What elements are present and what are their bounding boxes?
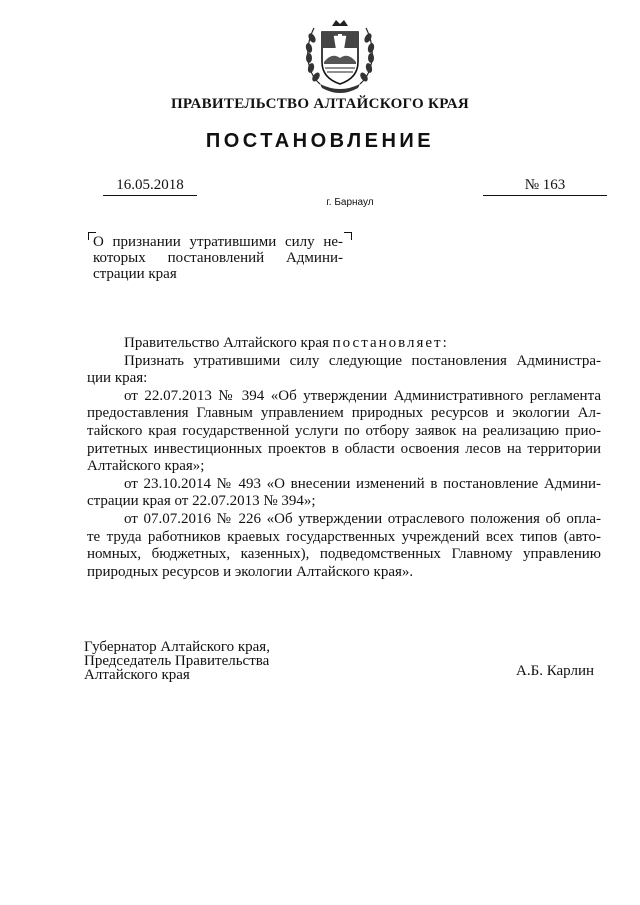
body-line: ритетных инвестиционных проектов в области освоения лесов на территории: [87, 440, 601, 457]
signer-name: А.Б. Карлин: [516, 663, 595, 679]
body-line: природных ресурсов и экологии Алтайского края».: [87, 563, 414, 580]
document-number: № 163: [483, 177, 607, 196]
body-line: Признать утратившими силу следующие постановления Администра-: [124, 352, 601, 369]
subject-line: страции края: [93, 266, 177, 282]
body-line: номных, бюджетных, казенных), подведомственных Главному управлению: [87, 546, 601, 563]
government-name: ПРАВИТЕЛЬСТВО АЛТАЙСКОГО КРАЯ: [170, 96, 470, 112]
document-type-title: ПОСТАНОВЛЕНИЕ: [205, 130, 435, 152]
subject-line: которых постановлений Админи-: [93, 250, 343, 266]
body-line: от 22.07.2013 № 394 «Об утверждении Административного регламента: [124, 387, 601, 404]
subject-bracket-right: [344, 232, 352, 240]
document-body: [87, 335, 601, 581]
preamble-spaced-verb: постановляет: [332, 335, 443, 351]
body-line: те труда работников краевых государственных учреждений всех типов (авто-: [87, 528, 601, 545]
document-city: г. Барнаул: [326, 197, 374, 208]
signature-block: [84, 640, 270, 682]
signer-title-line: Губернатор Алтайского края,: [84, 639, 270, 655]
signer-title-line: Председатель Правительства: [84, 653, 270, 669]
document-subject: [93, 234, 343, 282]
body-preamble: [87, 335, 601, 353]
document-date: 16.05.2018: [103, 177, 197, 196]
body-line: Алтайского края»;: [87, 458, 205, 475]
subject-line: О признании утратившими силу не-: [93, 234, 343, 250]
body-line: от 23.10.2014 № 493 «О внесении изменений в постановление Админи-: [124, 475, 601, 492]
coat-of-arms-icon: [298, 12, 382, 96]
body-line: страции края от 22.07.2013 № 394»;: [87, 493, 316, 510]
preamble-text: Правительство Алтайского края: [124, 335, 333, 351]
body-line: предоставления Главным управлением природных ресурсов и экологии Ал-: [87, 405, 601, 422]
body-line: тайского края государственной услуги по отбору заявок на реализацию прио-: [87, 422, 601, 439]
body-line: от 07.07.2016 № 226 «Об утверждении отраслевого положения об опла-: [124, 510, 601, 527]
preamble-colon: :: [442, 335, 447, 351]
body-line: ции края:: [87, 370, 148, 387]
signer-title-line: Алтайского края: [84, 667, 190, 683]
